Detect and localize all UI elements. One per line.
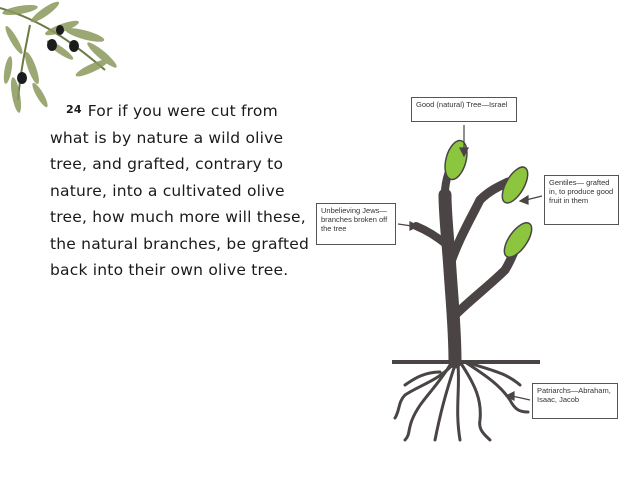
branch-grafted: [452, 252, 514, 318]
roots: [395, 362, 528, 440]
label-patriarchs: Patriarchs—Abraham, Isaac, Jacob: [532, 383, 618, 419]
label-gentiles: Gentiles— grafted in, to produce good fruit in them: [544, 175, 619, 225]
label-good-tree: Good (natural) Tree—Israel: [411, 97, 517, 122]
verse-body: For if you were cut from what is by nature a wild olive tree, and grafted, contrary to nature, into a cultivated olive tree, how much more will these, the natural branches, be grafted back into their own olive tree.: [50, 102, 310, 279]
verse-number: 24: [66, 103, 82, 116]
verse-text-block: [50, 97, 312, 284]
trunk: [445, 195, 455, 362]
label-unbelieving-jews: Unbelieving Jews— branches broken off the tree: [316, 203, 396, 245]
branch-upper-right: [448, 182, 508, 270]
leaf: [499, 218, 537, 261]
